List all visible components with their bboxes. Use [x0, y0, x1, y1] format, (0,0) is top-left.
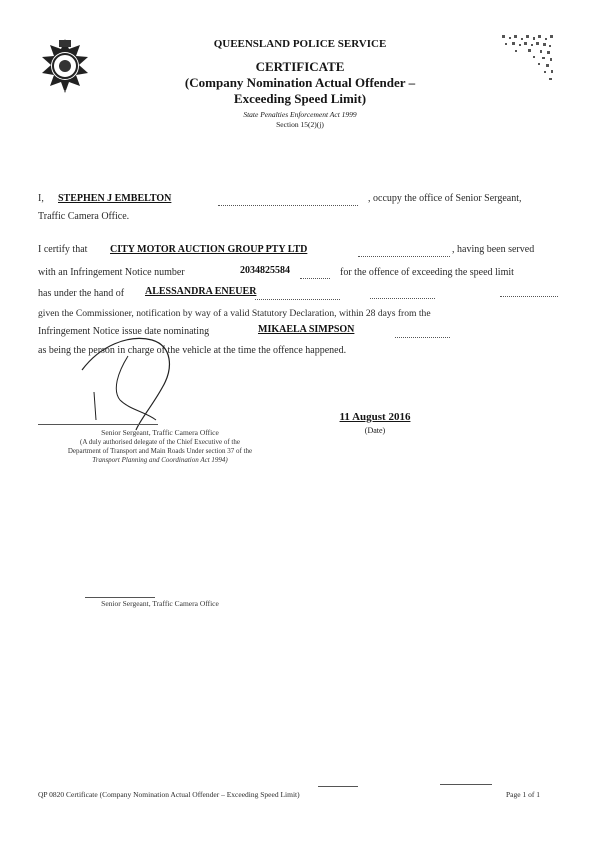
delegate-line-2: Department of Transport and Main Roads Under section 37 of the [67, 447, 253, 455]
hand-of-name: ALESSANDRA ENEUER [145, 286, 257, 297]
notice-prefix: with an Infringement Notice number [38, 267, 185, 278]
company-name-line [358, 256, 450, 257]
agency-name: QUEENSLAND POLICE SERVICE [213, 38, 387, 50]
act-reference: State Penalties Enforcement Act 1999 [243, 110, 357, 119]
served-text: , having been served [452, 244, 535, 255]
handwritten-signature [70, 328, 200, 433]
in-charge-text: as being the person in charge of the vehicle at the time the offence happened. [38, 345, 347, 356]
footer-line-1 [318, 786, 358, 787]
company-name: CITY MOTOR AUCTION GROUP PTY LTD [110, 244, 308, 255]
certificate-subtitle-line-1: (Company Nomination Actual Offender – [184, 75, 416, 90]
delegate-line-3: Transport Planning and Coordination Act 1994) [92, 456, 228, 464]
corner-barcode-pattern [500, 33, 558, 91]
officer-name-line [218, 205, 358, 206]
officer-name: STEPHEN J EMBELTON [58, 193, 172, 204]
second-signature-line [85, 597, 155, 598]
nominee-name: MIKAELA SIMPSON [258, 324, 355, 335]
footer-form-title: QP 0820 Certificate (Company Nomination Actual Offender – Exceeding Speed Limit) [38, 790, 300, 799]
svg-text:—: — [63, 87, 67, 92]
delegate-line-1: (A duly authorised delegate of the Chief Executive of the [80, 438, 240, 446]
second-signature-role: Senior Sergeant, Traffic Camera Office [101, 599, 219, 608]
signature-line [38, 424, 158, 425]
certificate-date: 11 August 2016 [339, 411, 411, 423]
nominee-line [395, 337, 450, 338]
footer-page-number: Page 1 of 1 [506, 790, 540, 799]
hand-of-line-2 [370, 298, 435, 299]
certify-prefix: I certify that [38, 244, 88, 255]
notice-number: 2034825584 [240, 265, 290, 276]
police-crest-logo [36, 37, 94, 95]
officer-office-text: , occupy the office of Senior Sergeant, [368, 193, 522, 204]
hand-of-line-1 [255, 299, 340, 300]
certificate-subtitle-line-2: Exceeding Speed Limit) [233, 91, 367, 106]
officer-office-line2: Traffic Camera Office. [38, 211, 130, 222]
hand-of-line-3 [500, 296, 558, 297]
offence-text: for the offence of exceeding the speed limit [340, 267, 514, 278]
hand-of-prefix: has under the hand of [38, 288, 125, 299]
notice-number-line [300, 278, 330, 279]
section-reference: Section 15(2)(j) [276, 120, 324, 129]
officer-prefix: I, [38, 193, 44, 204]
certificate-title: CERTIFICATE [255, 59, 345, 74]
nominating-prefix: Infringement Notice issue date nominating [38, 326, 210, 337]
footer-line-2 [440, 784, 492, 785]
notification-text: given the Commissioner, notification by way of a valid Statutory Declaration, within 28 days from the [38, 308, 431, 319]
date-label: (Date) [364, 426, 386, 435]
signature-role: Senior Sergeant, Traffic Camera Office [101, 428, 219, 437]
